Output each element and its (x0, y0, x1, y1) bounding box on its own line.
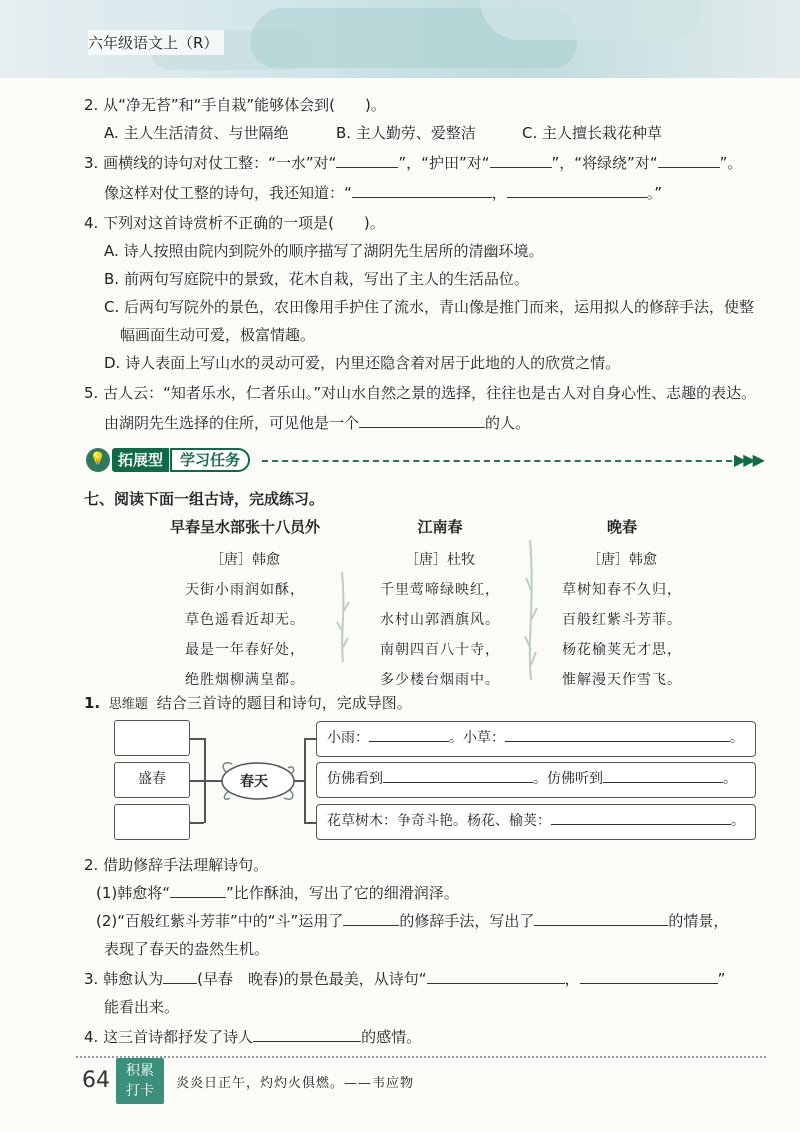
part-7-heading: 七、阅读下面一组古诗，完成练习。 (84, 490, 325, 508)
footer-divider (76, 1056, 766, 1058)
checkin-badge (116, 1058, 164, 1104)
task-4 (84, 1026, 421, 1047)
poem-line: 天街小雨润如酥， (185, 582, 305, 598)
q5-text: 的人。 (485, 414, 531, 432)
poem-line: 百般红紫斗芳菲。 (562, 612, 682, 628)
header-decoration (480, 0, 700, 40)
poem-line: 多少楼台烟雨中。 (380, 672, 500, 688)
connector-line (304, 822, 316, 824)
poem-title: 江南春 (417, 518, 463, 536)
task-1-text: 结合三首诗的题目和诗句，完成导图。 (156, 694, 412, 712)
t3-text: ， (564, 970, 580, 988)
t2-text: ”比作酥油，写出了它的细滑润泽。 (226, 884, 459, 902)
q3-blank-1[interactable] (336, 152, 398, 168)
map-box-left-middle: 盛春 (114, 762, 190, 798)
map-blank[interactable] (383, 768, 533, 783)
map-blank[interactable] (551, 810, 731, 825)
badge-line: 积累 (126, 1063, 154, 1079)
task-tag: 思维题 (108, 697, 148, 712)
q3-blank-2[interactable] (490, 152, 552, 168)
map-text: 。 (730, 730, 744, 746)
t3-text: ” (717, 970, 726, 988)
poem-author: ［唐］杜牧 (405, 552, 475, 568)
poem-line: 草树知春不久归， (562, 582, 682, 598)
question-4-option-a[interactable]: A. 诗人按照由院内到院外的顺序描写了湖阴先生居所的清幽环境。 (104, 242, 544, 260)
map-box-left-bottom[interactable] (114, 804, 190, 840)
q3-text: 。” (646, 184, 663, 202)
connector-line (294, 780, 304, 782)
task-3-line-1 (84, 968, 725, 989)
task-2-sub-2-cont: 表现了春天的盎然生机。 (104, 940, 270, 958)
question-4-stem: 4. 下列对这首诗赏析不正确的一项是( )。 (84, 214, 385, 232)
t4-text: 4. 这三首诗都抒发了诗人 (84, 1028, 254, 1046)
map-text: 。仿佛听到 (533, 771, 603, 787)
poem-line: 绝胜烟柳满皇都。 (185, 672, 305, 688)
section-tag-task: 学习任务 (170, 448, 250, 472)
map-text: 。 (731, 813, 745, 829)
question-4-option-d[interactable]: D. 诗人表面上写山水的灵动可爱，内里还隐含着对居于此地的人的欣赏之情。 (104, 354, 621, 372)
task-3-line-2: 能看出来。 (104, 998, 180, 1016)
map-box-right-2 (316, 762, 756, 798)
q3-blank-4[interactable] (352, 182, 492, 198)
map-text: 。小草： (449, 730, 505, 746)
grass-decoration (336, 572, 350, 662)
q3-text: ， (491, 184, 507, 202)
t2-blank-1[interactable] (170, 882, 226, 898)
t3-text: 3. 韩愈认为 (84, 970, 164, 988)
poem-line: 惟解漫天作雪飞。 (562, 672, 682, 688)
t2-blank-2[interactable] (343, 910, 399, 926)
arrow-icon: ▶▶▶ (734, 450, 762, 469)
map-text: 花草树木：争奇斗艳。杨花、榆荚： (327, 813, 551, 829)
poem-author: ［唐］韩愈 (210, 552, 280, 568)
map-box-left-top[interactable] (114, 720, 190, 756)
question-2-option-c[interactable]: C. 主人擅长栽花种草 (522, 124, 663, 142)
connector-line (304, 738, 316, 740)
task-2-sub-1 (96, 882, 459, 903)
question-4-option-c-cont: 幅画面生动可爱，极富情趣。 (120, 326, 316, 344)
t3-blank-2[interactable] (427, 968, 565, 984)
map-box-right-1 (316, 721, 756, 757)
poem-2 (350, 516, 530, 689)
question-2-option-b[interactable]: B. 主人勤劳、爱整洁 (336, 124, 476, 142)
question-5-line-2 (104, 412, 530, 433)
connector-line (190, 822, 204, 824)
page-number: 64 (82, 1068, 110, 1093)
t4-blank[interactable] (253, 1026, 361, 1042)
question-3-line-2 (104, 182, 662, 203)
poem-author: ［唐］韩愈 (587, 552, 657, 568)
question-5-line-1: 5. 古人云：“知者乐水，仁者乐山。”对山水自然之景的选择，往往也是古人对自身心性、志趣的表达。 (84, 384, 757, 402)
q3-text: ”。 (719, 154, 743, 172)
footer-quote: 炎炎日正午，灼灼火俱燃。——韦应物 (176, 1076, 415, 1091)
q3-blank-3[interactable] (658, 152, 720, 168)
connector-line (304, 738, 306, 823)
poem-title: 早春呈水部张十八员外 (169, 518, 320, 536)
center-node-label: 春天 (240, 774, 268, 790)
poem-1 (150, 516, 340, 689)
poem-line: 千里莺啼绿映红， (380, 582, 500, 598)
poem-line: 最是一年春好处， (185, 642, 305, 658)
question-2-stem: 2. 从“净无苔”和“手自栽”能够体会到( )。 (84, 96, 386, 114)
task-2-sub-2 (96, 910, 728, 931)
map-blank[interactable] (369, 727, 449, 742)
section-dashed-line (262, 460, 732, 462)
q3-text: 像这样对仗工整的诗句，我还知道：“ (104, 184, 352, 202)
q3-text: ”，“将绿绕”对“ (551, 154, 658, 172)
map-blank[interactable] (603, 768, 723, 783)
poem-line: 杨花榆荚无才思， (562, 642, 682, 658)
poem-3 (532, 516, 712, 689)
book-title: 六年级语文上（R） (88, 30, 224, 55)
question-4-option-b[interactable]: B. 前两句写庭院中的景致，花木自栽，写出了主人的生活品位。 (104, 270, 529, 288)
map-blank[interactable] (505, 727, 730, 742)
poem-line: 水村山郭酒旗风。 (380, 612, 500, 628)
q3-text: 3. 画横线的诗句对仗工整：“一水”对“ (84, 154, 337, 172)
map-box-right-3 (316, 804, 756, 840)
q3-blank-5[interactable] (507, 182, 647, 198)
t3-blank-1[interactable] (163, 968, 197, 984)
question-3-line-1 (84, 152, 742, 173)
connector-line (190, 780, 204, 782)
connector-line (190, 738, 204, 740)
lightbulb-icon: 💡 (86, 448, 110, 472)
q5-text: 由湖阴先生选择的住所，可见他是一个 (104, 414, 360, 432)
t2-text: (2)“百般红紫斗芳菲”中的“斗”运用了 (96, 912, 344, 930)
question-2-option-a[interactable]: A. 主人生活清贫、与世隔绝 (104, 124, 289, 142)
task-number: 1. (84, 694, 101, 712)
t2-text: (1)韩愈将“ (96, 884, 171, 902)
question-4-option-c[interactable]: C. 后两句写院外的景色，农田像用手护住了流水，青山像是推门而来，运用拟人的修辞手法，使整 (104, 298, 755, 316)
q3-text: ”，“护田”对“ (398, 154, 490, 172)
section-banner (86, 446, 762, 476)
section-tag-type: 拓展型 (112, 448, 169, 472)
t4-text: 的感情。 (361, 1028, 422, 1046)
poem-line: 草色遥看近却无。 (185, 612, 305, 628)
q5-blank[interactable] (359, 412, 485, 428)
map-text: 小雨： (327, 730, 369, 746)
t2-blank-3[interactable] (534, 910, 668, 926)
poem-line: 南朝四百八十寺， (380, 642, 500, 658)
t3-blank-3[interactable] (580, 968, 718, 984)
map-text: 。 (723, 771, 737, 787)
t2-text: 的情景， (668, 912, 729, 930)
poem-title: 晚春 (606, 518, 637, 536)
map-text: 仿佛看到 (327, 771, 383, 787)
task-2-stem: 2. 借助修辞手法理解诗句。 (84, 856, 269, 874)
badge-line: 打卡 (126, 1083, 154, 1099)
task-1-stem (84, 692, 412, 713)
t3-text: (早春 晚春)的景色最美，从诗句“ (197, 970, 427, 988)
t2-text: 的修辞手法，写出了 (399, 912, 535, 930)
